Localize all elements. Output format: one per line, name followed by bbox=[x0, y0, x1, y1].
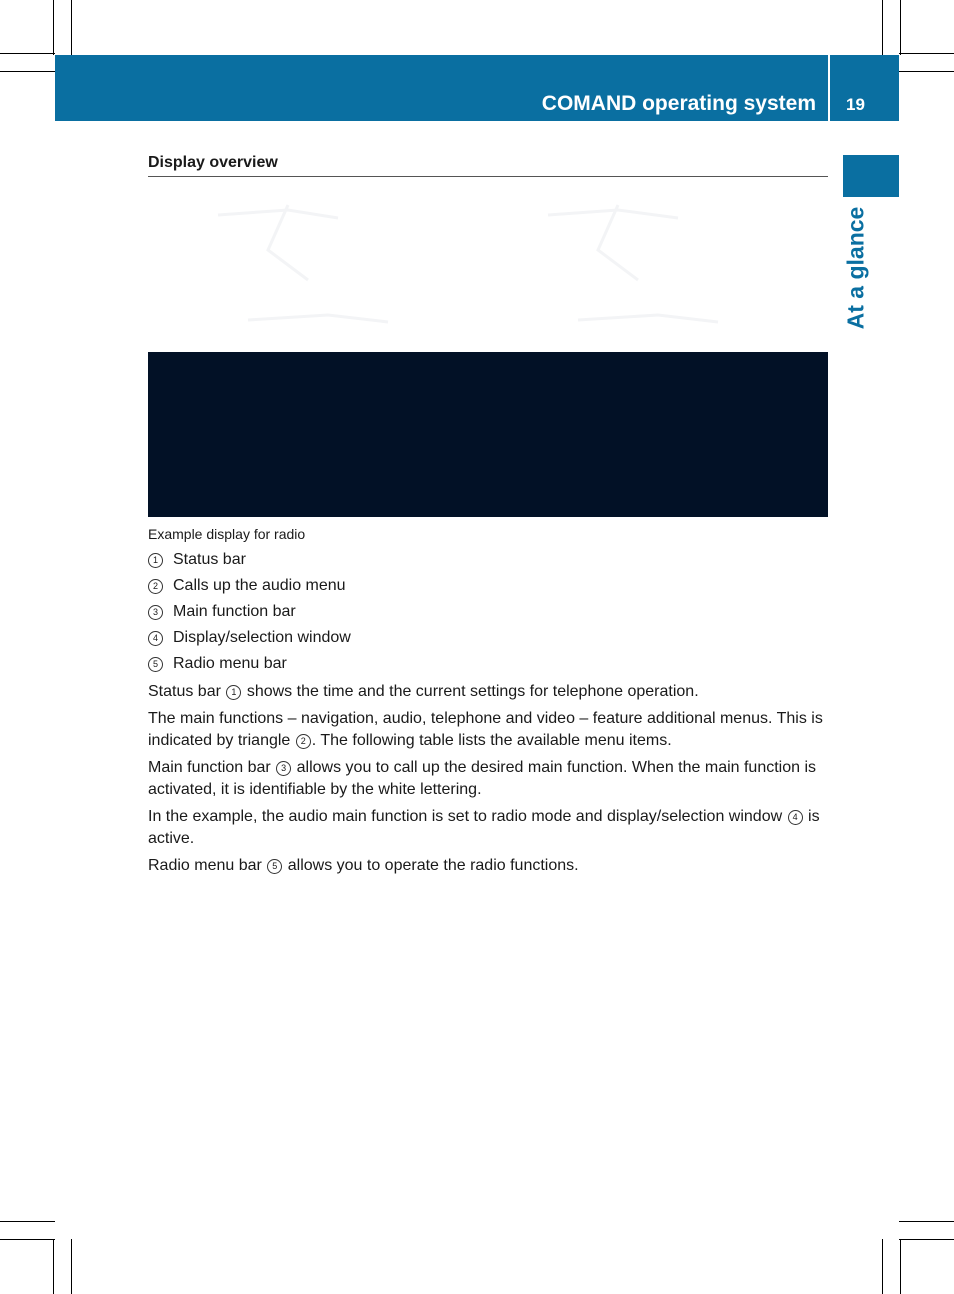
callout-number: 2 bbox=[296, 734, 311, 749]
callout-number: 1 bbox=[226, 685, 241, 700]
side-tab bbox=[836, 205, 876, 330]
figure-caption: Example display for radio bbox=[148, 526, 306, 542]
paragraph-text: allows you to call up the desired main function. When the main function is activated, it is identifiable by the white lettering. bbox=[148, 759, 817, 798]
paragraph bbox=[148, 757, 832, 801]
callout-number: 4 bbox=[788, 810, 803, 825]
legend-number: 4 bbox=[148, 631, 163, 646]
page-number-box bbox=[830, 55, 899, 121]
paragraph-text: shows the time and the current settings for telephone operation. bbox=[242, 683, 699, 700]
callout-number: 5 bbox=[267, 859, 282, 874]
legend-label: Status bar bbox=[173, 551, 246, 568]
paragraph-text: allows you to operate the radio functions. bbox=[283, 857, 579, 874]
callout-number: 3 bbox=[276, 761, 291, 776]
legend-item bbox=[148, 573, 351, 599]
legend-item bbox=[148, 625, 351, 651]
paragraph-text: The main functions – navigation, audio, telephone and video – feature additional menus. This is indicated by triangle bbox=[148, 710, 823, 749]
paragraph bbox=[148, 806, 832, 850]
body-text bbox=[148, 681, 832, 882]
side-tab-label: At a glance bbox=[842, 206, 869, 329]
section-rule bbox=[148, 176, 828, 177]
legend-number: 3 bbox=[148, 605, 163, 620]
paragraph bbox=[148, 681, 832, 703]
legend-item bbox=[148, 599, 351, 625]
paragraph-text: Main function bar bbox=[148, 759, 276, 776]
legend-number: 5 bbox=[148, 657, 163, 672]
legend-label: Main function bar bbox=[173, 603, 296, 620]
legend-item bbox=[148, 547, 351, 573]
paragraph-text: is active. bbox=[148, 808, 820, 847]
faint-figure-artwork bbox=[148, 190, 828, 350]
paragraph-text: . The following table lists the available menu items. bbox=[311, 732, 672, 749]
legend-label: Radio menu bar bbox=[173, 655, 287, 672]
legend-number: 1 bbox=[148, 553, 163, 568]
side-tab-block bbox=[843, 155, 899, 197]
legend-item bbox=[148, 651, 351, 677]
header-bar bbox=[55, 55, 828, 121]
paragraph bbox=[148, 708, 832, 752]
paragraph-text: Radio menu bar bbox=[148, 857, 267, 874]
paragraph-text: Status bar bbox=[148, 683, 226, 700]
page-number: 19 bbox=[846, 95, 865, 114]
paragraph bbox=[148, 855, 832, 877]
section-heading: Display overview bbox=[148, 154, 278, 171]
legend-list bbox=[148, 547, 351, 677]
paragraph-text: In the example, the audio main function is set to radio mode and display/selection window bbox=[148, 808, 787, 825]
radio-display-image bbox=[148, 352, 828, 517]
legend-label: Display/selection window bbox=[173, 629, 351, 646]
legend-number: 2 bbox=[148, 579, 163, 594]
legend-label: Calls up the audio menu bbox=[173, 577, 346, 594]
chapter-title: COMAND operating system bbox=[541, 92, 816, 115]
